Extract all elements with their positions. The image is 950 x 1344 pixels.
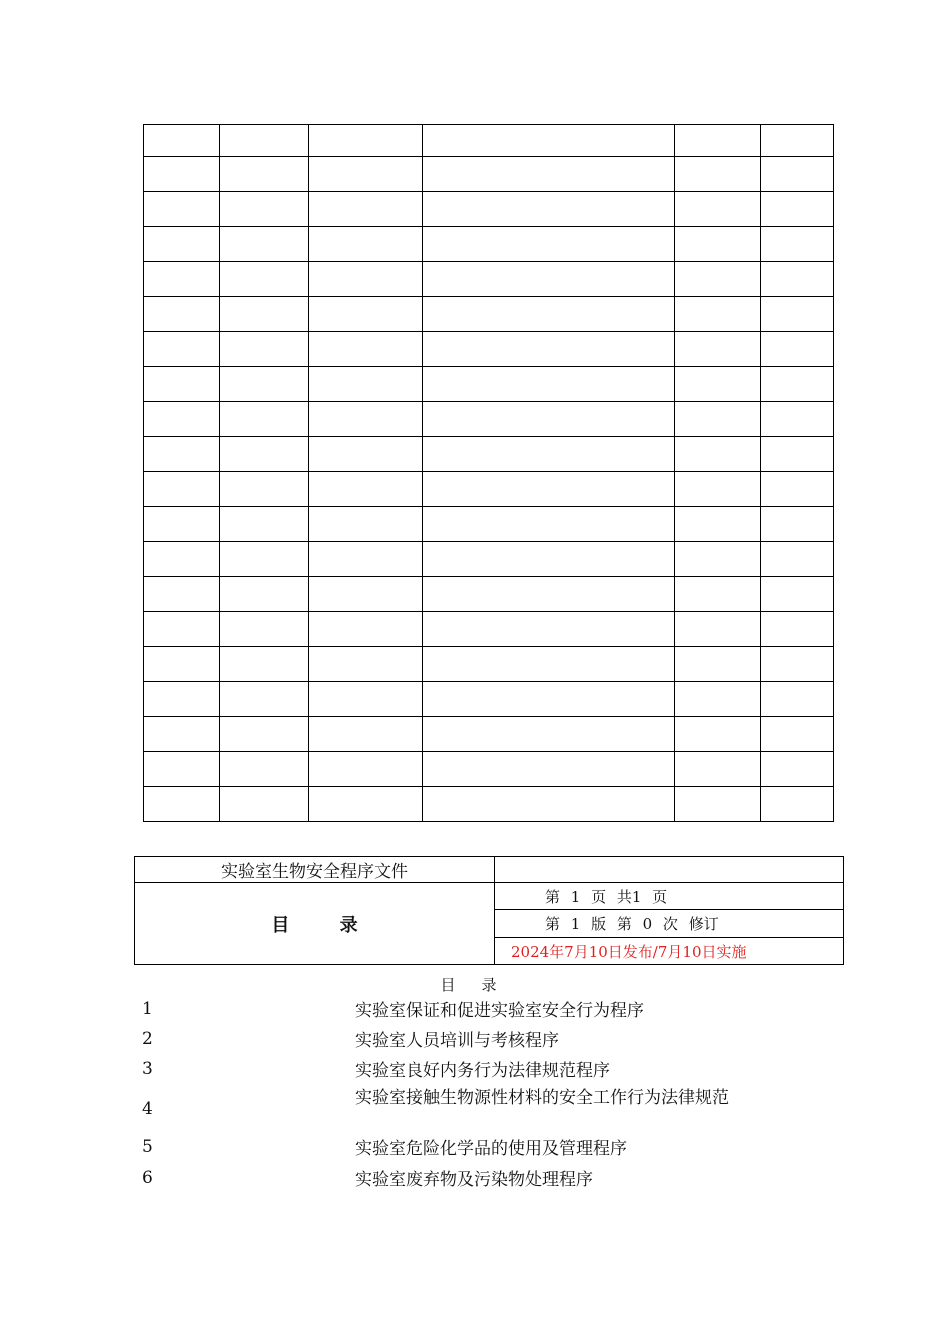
grid-cell: [761, 227, 834, 262]
grid-cell: [220, 507, 309, 542]
grid-cell: [144, 297, 220, 332]
grid-cell: [423, 297, 675, 332]
toc-item-text: 实验室接触生物源性材料的安全工作行为法律规范: [355, 1088, 729, 1108]
grid-cell: [761, 752, 834, 787]
grid-cell: [761, 262, 834, 297]
grid-row: [144, 437, 834, 472]
grid-cell: [309, 262, 423, 297]
grid-cell: [761, 472, 834, 507]
grid-cell: [761, 507, 834, 542]
grid-cell: [144, 717, 220, 752]
grid-cell: [423, 682, 675, 717]
grid-cell: [761, 787, 834, 822]
grid-cell: [220, 297, 309, 332]
grid-cell: [220, 402, 309, 437]
grid-cell: [144, 262, 220, 297]
grid-cell: [144, 192, 220, 227]
grid-row: [144, 542, 834, 577]
grid-row: [144, 752, 834, 787]
grid-cell: [309, 192, 423, 227]
grid-cell: [144, 507, 220, 542]
grid-row: [144, 577, 834, 612]
toc-item-text: 实验室危险化学品的使用及管理程序: [355, 1139, 627, 1159]
grid-cell: [309, 752, 423, 787]
grid-cell: [675, 227, 761, 262]
grid-cell: [309, 472, 423, 507]
version-info: 第 1 版 第 0 次 修订: [495, 910, 844, 938]
grid-cell: [761, 717, 834, 752]
grid-row: [144, 507, 834, 542]
grid-cell: [144, 612, 220, 647]
toc-heading: 目 录: [135, 883, 495, 965]
revision-grid: [143, 124, 834, 822]
toc-item-number: 6: [142, 1168, 153, 1188]
release-date: 2024年7月10日发布/7月10日实施: [495, 938, 844, 965]
grid-cell: [423, 717, 675, 752]
grid-cell: [675, 332, 761, 367]
grid-cell: [423, 787, 675, 822]
grid-cell: [423, 647, 675, 682]
grid-cell: [423, 157, 675, 192]
grid-cell: [423, 577, 675, 612]
grid-row: [144, 125, 834, 157]
toc-item-number: 5: [142, 1137, 153, 1157]
grid-cell: [220, 787, 309, 822]
grid-cell: [220, 437, 309, 472]
grid-cell: [309, 437, 423, 472]
grid-cell: [675, 612, 761, 647]
grid-cell: [675, 507, 761, 542]
grid-cell: [675, 125, 761, 157]
grid-cell: [309, 507, 423, 542]
grid-cell: [220, 612, 309, 647]
grid-row: [144, 472, 834, 507]
grid-cell: [423, 752, 675, 787]
grid-cell: [220, 367, 309, 402]
grid-cell: [309, 332, 423, 367]
grid-cell: [309, 577, 423, 612]
document-header: [134, 856, 844, 965]
grid-cell: [423, 402, 675, 437]
grid-cell: [423, 192, 675, 227]
grid-row: [144, 262, 834, 297]
grid-cell: [309, 787, 423, 822]
grid-cell: [675, 437, 761, 472]
grid-row: [144, 367, 834, 402]
grid-cell: [675, 192, 761, 227]
grid-cell: [144, 682, 220, 717]
toc-item-text: 实验室良好内务行为法律规范程序: [355, 1061, 610, 1081]
grid-cell: [675, 717, 761, 752]
grid-cell: [675, 542, 761, 577]
toc-item-text: 实验室保证和促进实验室安全行为程序: [355, 1001, 644, 1021]
page-info: 第 1 页 共1 页: [495, 883, 844, 910]
toc-title: 目录: [440, 976, 523, 994]
grid-cell: [144, 577, 220, 612]
grid-cell: [675, 577, 761, 612]
grid-cell: [144, 647, 220, 682]
grid-cell: [675, 682, 761, 717]
grid-cell: [761, 125, 834, 157]
grid-cell: [220, 682, 309, 717]
toc-item-number: 3: [142, 1059, 153, 1079]
grid-cell: [423, 227, 675, 262]
grid-cell: [220, 192, 309, 227]
grid-cell: [144, 332, 220, 367]
grid-cell: [423, 507, 675, 542]
grid-cell: [423, 542, 675, 577]
grid-cell: [144, 437, 220, 472]
grid-cell: [761, 612, 834, 647]
grid-cell: [220, 472, 309, 507]
grid-cell: [309, 542, 423, 577]
grid-cell: [761, 437, 834, 472]
grid-cell: [423, 262, 675, 297]
grid-cell: [220, 157, 309, 192]
grid-cell: [761, 682, 834, 717]
grid-cell: [761, 332, 834, 367]
grid-cell: [220, 332, 309, 367]
grid-cell: [144, 367, 220, 402]
grid-cell: [761, 542, 834, 577]
grid-cell: [761, 157, 834, 192]
grid-cell: [423, 125, 675, 157]
toc-item-text: 实验室人员培训与考核程序: [355, 1031, 559, 1051]
grid-cell: [675, 297, 761, 332]
grid-row: [144, 157, 834, 192]
toc-item-number: 2: [142, 1029, 153, 1049]
grid-row: [144, 647, 834, 682]
grid-cell: [761, 297, 834, 332]
grid-row: [144, 332, 834, 367]
grid-cell: [423, 332, 675, 367]
grid-cell: [144, 787, 220, 822]
grid-cell: [423, 437, 675, 472]
grid-cell: [423, 472, 675, 507]
grid-cell: [144, 542, 220, 577]
grid-cell: [675, 647, 761, 682]
grid-row: [144, 227, 834, 262]
grid-cell: [675, 157, 761, 192]
grid-cell: [675, 262, 761, 297]
grid-cell: [761, 192, 834, 227]
header-blank-cell: [495, 857, 844, 883]
grid-row: [144, 612, 834, 647]
grid-cell: [144, 472, 220, 507]
grid-cell: [144, 752, 220, 787]
grid-cell: [220, 577, 309, 612]
grid-cell: [220, 125, 309, 157]
grid-cell: [675, 752, 761, 787]
grid-row: [144, 717, 834, 752]
grid-row: [144, 297, 834, 332]
grid-cell: [675, 472, 761, 507]
grid-cell: [309, 717, 423, 752]
grid-cell: [309, 125, 423, 157]
grid-cell: [220, 542, 309, 577]
grid-row: [144, 787, 834, 822]
grid-cell: [144, 125, 220, 157]
grid-cell: [423, 612, 675, 647]
grid-row: [144, 192, 834, 227]
grid-cell: [675, 402, 761, 437]
grid-cell: [309, 647, 423, 682]
grid-cell: [144, 157, 220, 192]
grid-cell: [761, 577, 834, 612]
grid-cell: [309, 682, 423, 717]
grid-cell: [675, 367, 761, 402]
grid-cell: [761, 402, 834, 437]
grid-cell: [220, 647, 309, 682]
grid-cell: [309, 157, 423, 192]
grid-cell: [309, 367, 423, 402]
grid-cell: [220, 717, 309, 752]
grid-cell: [220, 262, 309, 297]
grid-cell: [309, 612, 423, 647]
grid-cell: [761, 367, 834, 402]
grid-cell: [309, 402, 423, 437]
grid-cell: [220, 752, 309, 787]
toc-item-number: 4: [142, 1099, 153, 1119]
document-name: 实验室生物安全程序文件: [135, 857, 495, 883]
grid-cell: [144, 402, 220, 437]
grid-cell: [309, 227, 423, 262]
grid-row: [144, 402, 834, 437]
grid-row: [144, 682, 834, 717]
toc-item-text: 实验室废弃物及污染物处理程序: [355, 1170, 593, 1190]
grid-cell: [423, 367, 675, 402]
grid-cell: [144, 227, 220, 262]
grid-cell: [220, 227, 309, 262]
toc-item-number: 1: [142, 999, 153, 1019]
grid-cell: [675, 787, 761, 822]
grid-cell: [761, 647, 834, 682]
grid-cell: [309, 297, 423, 332]
